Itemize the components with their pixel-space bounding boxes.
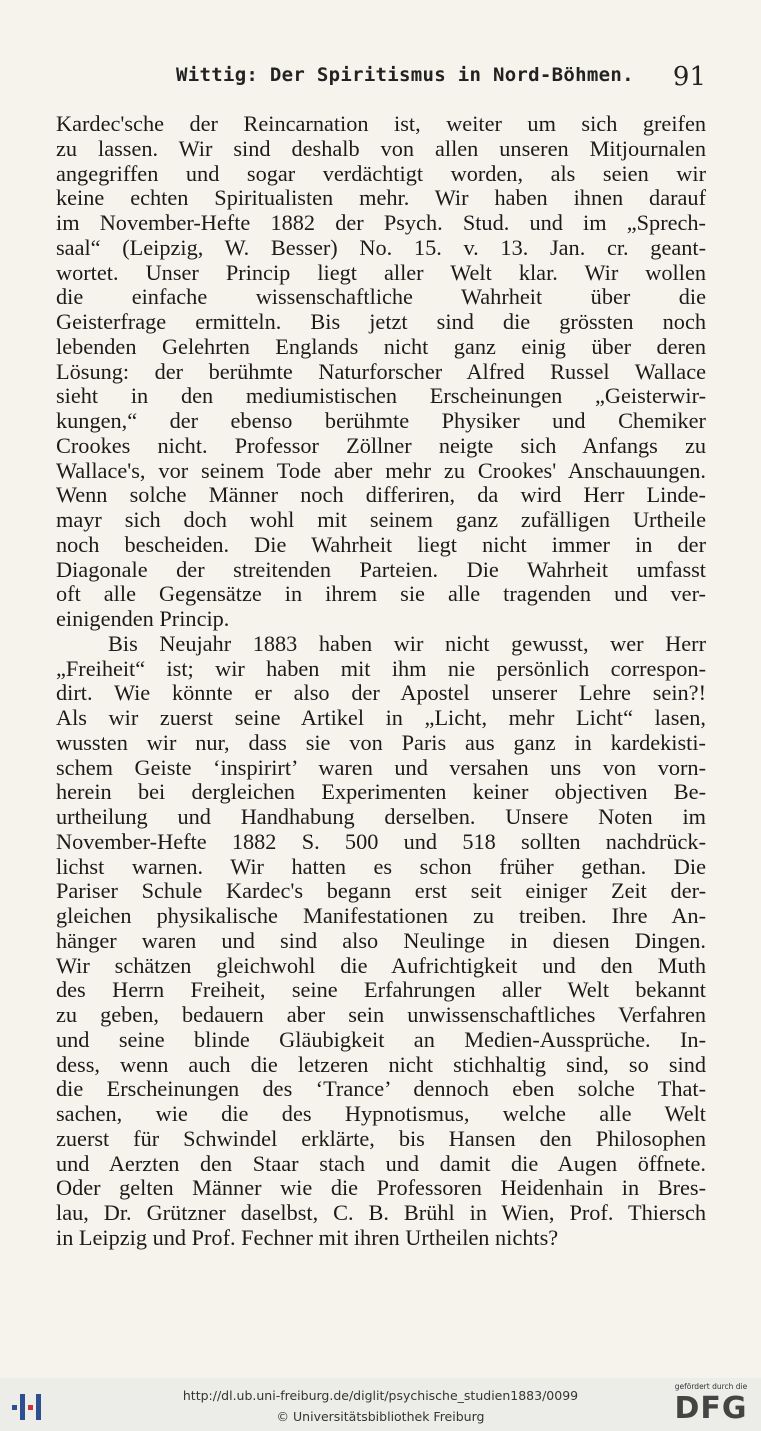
text-line: im November-Hefte 1882 der Psych. Stud. und im „Sprech-: [56, 211, 706, 235]
text-line: Crookes nicht. Professor Zöllner neigte sich Anfangs zu: [56, 433, 706, 458]
text-line: noch bescheiden. Die Wahrheit liegt nicht immer in der: [56, 532, 706, 557]
text-line: hänger waren und sind also Neulinge in diesen Dingen.: [56, 928, 706, 953]
text-line: Als wir zuerst seine Artikel in „Licht, mehr Licht“ lasen,: [56, 706, 706, 730]
paragraph-end-line: einigenden Princip.: [56, 607, 230, 631]
text-line: lebenden Gelehrten Englands nicht ganz einig über deren: [56, 334, 706, 359]
text-line: und Aerzten den Staar stach und damit die Augen öffnete.: [56, 1151, 706, 1176]
text-line: wussten wir nur, dass sie von Paris aus ganz in kardekisti-: [56, 730, 706, 755]
text-line: „Freiheit“ ist; wir haben mit ihm nie persönlich correspon-: [56, 656, 706, 681]
text-line: Wallace's, vor seinem Tode aber mehr zu Crookes' Anschauungen.: [56, 458, 706, 483]
dfg-logo-icon: DFG: [674, 1391, 748, 1426]
text-line: keine echten Spiritualisten mehr. Wir haben ihnen darauf: [56, 186, 706, 211]
text-line: die einfache wissenschaftliche Wahrheit über die: [56, 285, 706, 310]
text-line: Wenn solche Männer noch differiren, da wird Herr Linde-: [56, 483, 706, 508]
viewer-footer: [0, 1378, 761, 1431]
text-line: herein bei dergleichen Experimenten keiner objectiven Be-: [56, 780, 706, 805]
text-line: Oder gelten Männer wie die Professoren Heidenhain in Bres-: [56, 1176, 706, 1201]
text-line: sieht in den mediumistischen Erscheinungen „Geisterwir-: [56, 384, 706, 409]
paragraph-start-line: Bis Neujahr 1883 haben wir nicht gewusst, wer Herr: [108, 631, 706, 656]
dfg-caption: gefördert durch die: [674, 1382, 748, 1391]
text-line: oft alle Gegensätze in ihrem sie alle tragenden und ver-: [56, 582, 706, 607]
text-line: wortet. Unser Princip liegt aller Welt klar. Wir wollen: [56, 260, 706, 285]
page-header: [56, 62, 706, 94]
text-line: dess, wenn auch die letzeren nicht stichhaltig sind, so sind: [56, 1052, 706, 1077]
text-line: und seine blinde Gläubigkeit an Medien-Aussprüche. In-: [56, 1027, 706, 1052]
paragraph-end-line: in Leipzig und Prof. Fechner mit ihren Urtheilen nichts?: [56, 1225, 559, 1250]
text-line: saal“ (Leipzig, W. Besser) No. 15. v. 13. Jan. cr. geant-: [56, 235, 706, 260]
text-line: zu lassen. Wir sind deshalb von allen unseren Mitjournalen: [56, 136, 706, 161]
body-text: [56, 112, 706, 1251]
text-line: Pariser Schule Kardec's begann erst seit einiger Zeit der-: [56, 879, 706, 904]
text-line: zuerst für Schwindel erklärte, bis Hansen den Philosophen: [56, 1126, 706, 1151]
copyright-notice: © Universitätsbibliothek Freiburg: [276, 1409, 485, 1424]
text-line: zu geben, bedauern aber sein unwissenschaftliches Verfahren: [56, 1003, 706, 1027]
text-line: Kardec'sche der Reincarnation ist, weiter um sich greifen: [56, 112, 706, 136]
page-number: 91: [672, 62, 706, 92]
running-head: Wittig: Der Spiritismus in Nord-Böhmen.: [176, 64, 634, 86]
text-line: sachen, wie die des Hypnotismus, welche alle Welt: [56, 1102, 706, 1126]
text-line: Wir schätzen gleichwohl die Aufrichtigkeit und den Muth: [56, 953, 706, 978]
text-line: urtheilung und Handhabung derselben. Unsere Noten im: [56, 805, 706, 829]
text-line: kungen,“ der ebenso berühmte Physiker und Chemiker: [56, 409, 706, 433]
text-line: angegriffen und sogar verdächtigt worden, als seien wir: [56, 161, 706, 186]
text-line: dirt. Wie könnte er also der Apostel unserer Lehre sein?!: [56, 681, 706, 706]
permalink-link[interactable]: http://dl.ub.uni-freiburg.de/diglit/psychische_studien1883/0099: [182, 1388, 579, 1403]
text-line: mayr sich doch wohl mit seinem ganz zufälligen Urtheile: [56, 508, 706, 532]
text-line: schem Geiste ‘inspirirt’ waren und versahen uns von vorn-: [56, 755, 706, 780]
text-line: lau, Dr. Grützner daselbst, C. B. Brühl in Wien, Prof. Thiersch: [56, 1201, 706, 1225]
text-line: gleichen physikalische Manifestationen zu treiben. Ihre An-: [56, 904, 706, 928]
text-line: des Herrn Freiheit, seine Erfahrungen aller Welt bekannt: [56, 978, 706, 1003]
text-line: Geisterfrage ermitteln. Bis jetzt sind die grössten noch: [56, 310, 706, 334]
text-line: Diagonale der streitenden Parteien. Die Wahrheit umfasst: [56, 557, 706, 582]
text-line: Lösung: der berühmte Naturforscher Alfred Russel Wallace: [56, 359, 706, 384]
text-line: lichst warnen. Wir hatten es schon früher gethan. Die: [56, 854, 706, 879]
text-line: die Erscheinungen des ‘Trance’ dennoch eben solche That-: [56, 1077, 706, 1102]
text-line: November-Hefte 1882 S. 500 und 518 sollten nachdrück-: [56, 829, 706, 854]
dfg-funding-logo: [669, 1382, 753, 1428]
